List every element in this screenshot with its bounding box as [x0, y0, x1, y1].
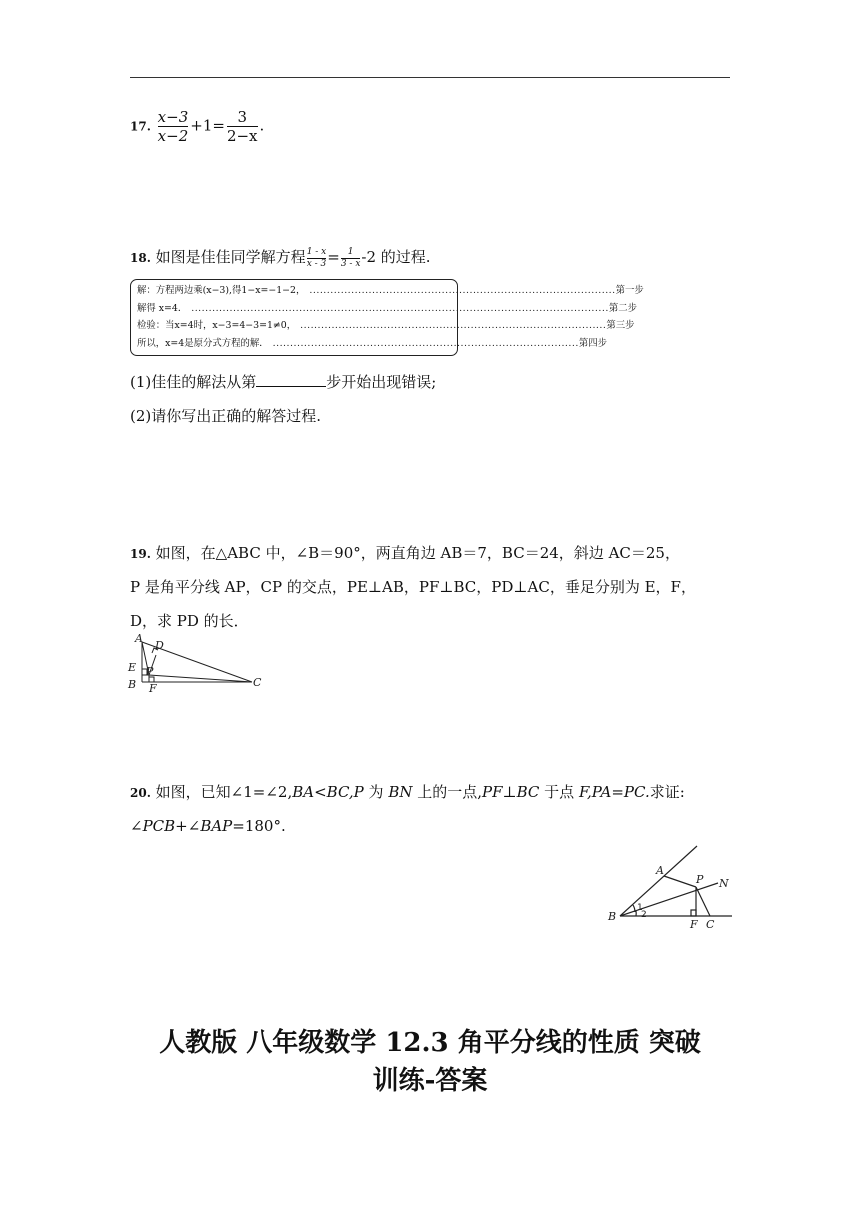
answer-section-title-line-1: 人教版 八年级数学 12.3 角平分线的性质 突破 — [159, 1028, 701, 1058]
triangle-figure — [125, 632, 270, 694]
label-a: A — [656, 864, 664, 877]
question-text: PCB — [142, 817, 176, 835]
label-n: N — [719, 877, 729, 890]
fraction-denominator: x−2 — [157, 127, 189, 145]
fraction-2 — [341, 247, 361, 270]
question-text: 上的一点, — [412, 783, 483, 801]
part-text: (1)佳佳的解法从第 — [130, 373, 257, 391]
label-c: C — [253, 676, 262, 689]
label-b: B — [608, 910, 617, 923]
label-p: P — [696, 873, 704, 886]
fraction-numerator: 3 — [237, 108, 247, 126]
step-label: 第四步 — [578, 337, 607, 349]
solution-text: 解得 x=4． — [137, 302, 188, 314]
question-19-line-2: P 是角平分线 AP，CP 的交点，PE⊥AB，PF⊥BC，PD⊥AC，垂足分别为 E，F， — [130, 578, 696, 596]
label-a: A — [135, 632, 143, 645]
dot-leader: ........................................................................................ — [300, 320, 607, 331]
solution-line — [137, 300, 637, 318]
part-text: 步开始出现错误; — [326, 373, 437, 391]
question-text: BAP — [200, 817, 233, 835]
question-20-line-2 — [130, 809, 286, 843]
ray-ba — [620, 846, 697, 916]
solution-box — [130, 279, 644, 356]
question-17 — [130, 108, 264, 145]
question-text: 如图是佳佳同学解方程 — [155, 248, 306, 266]
label-e: E — [128, 661, 137, 674]
label-b: B — [128, 678, 137, 691]
dot-leader: ........................................................................................................................ — [191, 302, 609, 314]
fraction-rhs — [227, 108, 258, 145]
question-text: BN — [388, 783, 413, 801]
question-18 — [130, 240, 431, 275]
solution-line — [137, 282, 644, 300]
solution-text: 检验：当x=4时，x−3=4−3=1≠0， — [137, 320, 297, 331]
segment-pc — [696, 887, 710, 916]
equation-operator: +1= — [190, 116, 225, 135]
solution-text: 所以，x=4是原分式方程的解． — [137, 337, 269, 349]
answer-section-title-line-2: 训练-答案 — [372, 1066, 488, 1096]
step-label: 第三步 — [606, 320, 635, 331]
right-angle-mark — [691, 910, 696, 916]
question-number: 17. — [130, 119, 151, 134]
question-text: 为 — [363, 783, 389, 801]
step-label: 第二步 — [608, 302, 637, 314]
equals-sign: = — [327, 248, 340, 266]
dot-leader: ........................................................................................ — [309, 285, 616, 296]
question-19-line-1 — [130, 536, 680, 571]
fraction-numerator: 1 — [347, 246, 354, 257]
question-text: F,PA=PC. — [578, 783, 650, 801]
question-text: 求证: — [649, 783, 685, 801]
fraction-lhs — [158, 108, 189, 145]
solution-text: 解：方程两边乘(x−3),得1−x=−1−2， — [137, 285, 306, 296]
fraction-numerator: 1 - x — [306, 246, 327, 257]
label-angle-1: 1 — [637, 903, 643, 913]
question-18-part-2: (2)请你写出正确的解答过程. — [130, 407, 322, 425]
step-label: 第一步 — [615, 285, 644, 296]
label-angle-2: 2 — [641, 910, 647, 920]
question-text: ∠ — [130, 817, 143, 835]
question-number: 19. — [130, 547, 151, 561]
equation-end: . — [259, 116, 265, 135]
question-text: 于点 — [539, 783, 579, 801]
question-18-part-1 — [130, 365, 436, 399]
label-d: D — [155, 639, 164, 652]
fraction-numerator: x−3 — [157, 108, 189, 126]
question-text: =180°. — [232, 817, 286, 835]
question-text: 如图，在△ABC 中，∠B＝90°，两直角边 AB＝7，BC＝24，斜边 AC＝25， — [155, 544, 680, 562]
header-rule — [130, 77, 730, 78]
question-number: 20. — [130, 786, 151, 800]
fraction-denominator: 2−x — [226, 127, 258, 145]
fraction-denominator: x - 3 — [306, 258, 327, 269]
question-number: 18. — [130, 251, 151, 265]
question-text: PF⊥BC — [482, 783, 540, 801]
question-text: BA<BC,P — [292, 783, 364, 801]
fraction-denominator: 3 - x — [340, 258, 361, 269]
solution-line — [137, 317, 635, 335]
solution-line — [137, 335, 607, 353]
dot-leader: ........................................................................................ — [272, 337, 579, 349]
label-f: F — [149, 682, 157, 695]
question-20-line-1 — [130, 775, 685, 810]
angle-figure — [600, 838, 740, 933]
fraction-1 — [307, 247, 327, 270]
answer-blank[interactable] — [256, 372, 326, 387]
question-text: 如图，已知∠1=∠2, — [155, 783, 293, 801]
label-f: F — [690, 918, 698, 931]
label-p: P — [146, 665, 154, 678]
segment-ap — [664, 876, 696, 887]
label-c: C — [706, 918, 715, 931]
question-19-line-3: D，求 PD 的长． — [130, 612, 249, 630]
question-text: +∠ — [175, 817, 201, 835]
question-text-tail: -2 的过程. — [361, 248, 431, 266]
